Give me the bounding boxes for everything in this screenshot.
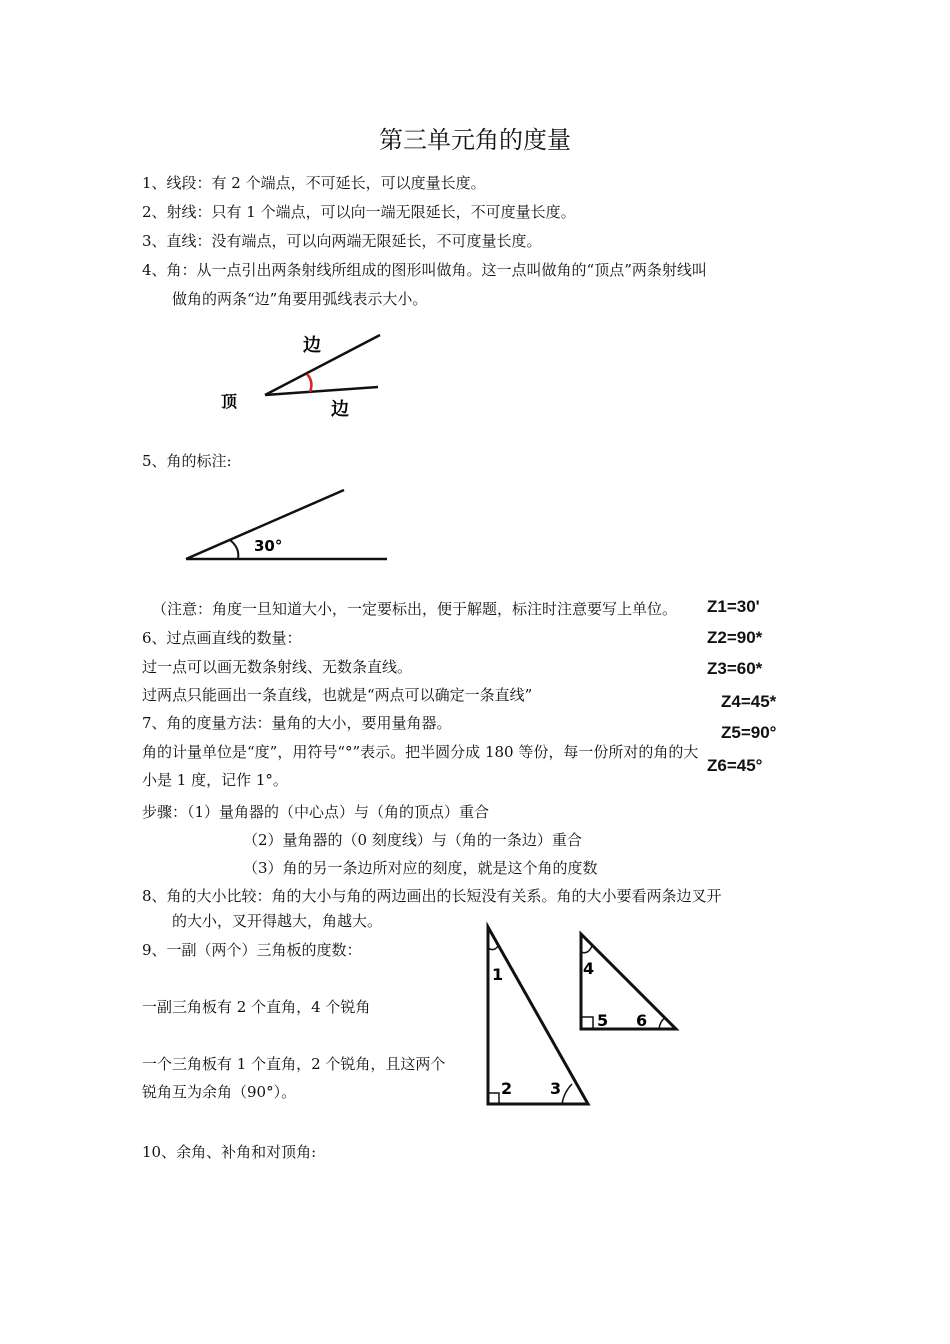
labeling-note: （注意：角度一旦知道大小，一定要标出，便于解题，标注时注意要写上单位。 bbox=[152, 600, 678, 618]
set-square-single-fact: 一个三角板有 1 个直角，2 个锐角，且这两个 bbox=[142, 1055, 446, 1073]
degree-label: 30° bbox=[254, 537, 283, 555]
thirty-degree-figure bbox=[182, 485, 392, 565]
measuring-method-heading: 7、角的度量方法：量角的大小，要用量角器。 bbox=[142, 714, 452, 732]
set-square-single-fact-cont: 锐角互为余角（90°）。 bbox=[142, 1083, 297, 1101]
right-angle-mark-5 bbox=[581, 1017, 593, 1029]
triangle-label-5: 5 bbox=[597, 1011, 609, 1030]
small-triangle bbox=[581, 934, 676, 1029]
step-1: 步骤：（1）量角器的（中心点）与（角的顶点）重合 bbox=[142, 803, 490, 821]
large-triangle bbox=[488, 927, 588, 1104]
complementary-supplementary-heading: 10、余角、补角和对顶角: bbox=[142, 1143, 317, 1161]
triangle-label-2: 2 bbox=[501, 1079, 513, 1098]
large-triangle-bottom-arc bbox=[562, 1084, 572, 1104]
angle-value-5: Z5=90° bbox=[721, 723, 777, 742]
step-2: （2）量角器的（0 刻度线）与（角的一条边）重合 bbox=[243, 831, 582, 849]
angle-side-bottom-label: 边 bbox=[331, 399, 349, 420]
triangle-label-3: 3 bbox=[550, 1079, 562, 1098]
triangle-label-6: 6 bbox=[636, 1011, 648, 1030]
set-square-heading: 9、一副（两个）三角板的度数： bbox=[142, 941, 362, 959]
angle-value-2: Z2=90* bbox=[707, 628, 763, 647]
angle-arc-30 bbox=[230, 540, 238, 559]
angle-arc bbox=[307, 374, 311, 392]
angle-value-3: Z3=60* bbox=[707, 659, 763, 678]
angle-side-top-label: 边 bbox=[303, 335, 321, 356]
degree-unit-text-cont: 小是 1 度，记作 1°。 bbox=[142, 771, 288, 789]
ray-definition: 2、射线：只有 1 个端点，可以向一端无限延长，不可度量长度。 bbox=[142, 203, 576, 221]
angle-value-6: Z6=45° bbox=[707, 756, 763, 775]
angle-definition: 4、角：从一点引出两条射线所组成的图形叫做角。这一点叫做角的“顶点”两条射线叫 bbox=[142, 261, 707, 279]
angle-labeling-heading: 5、角的标注: bbox=[142, 452, 232, 470]
triangle-label-1: 1 bbox=[492, 965, 504, 984]
triangle-label-4: 4 bbox=[583, 959, 595, 978]
angle-comparison: 8、角的大小比较：角的大小与角的两边画出的长短没有关系。角的大小要看两条边叉开 bbox=[142, 887, 722, 905]
degree-unit-text: 角的计量单位是“度”，用符号“°”表示。把半圆分成 180 等份，每一份所对的角的大 bbox=[142, 743, 699, 761]
small-triangle-figure bbox=[575, 928, 685, 1036]
step-3: （3）角的另一条边所对应的刻度，就是这个角的度数 bbox=[243, 859, 598, 877]
angle-ray-bottom bbox=[265, 387, 378, 395]
small-triangle-bottom-arc bbox=[659, 1018, 665, 1029]
angle-comparison-cont: 的大小，叉开得越大，角越大。 bbox=[172, 912, 383, 930]
set-square-pair-fact: 一副三角板有 2 个直角，4 个锐角 bbox=[142, 998, 371, 1016]
lines-through-points-heading: 6、过点画直线的数量： bbox=[142, 629, 302, 647]
one-point-fact: 过一点可以画无数条射线、无数条直线。 bbox=[142, 658, 413, 676]
page-title: 第三单元角的度量 bbox=[379, 126, 571, 154]
angle-value-1: Z1=30' bbox=[707, 597, 760, 616]
angle-vertex-label: 顶 bbox=[221, 392, 238, 411]
straight-line-definition: 3、直线：没有端点，可以向两端无限延长，不可度量长度。 bbox=[142, 232, 542, 250]
angle-figure bbox=[215, 325, 395, 425]
right-angle-mark-2 bbox=[488, 1093, 499, 1104]
small-triangle-top-arc bbox=[581, 946, 592, 953]
two-points-fact: 过两点只能画出一条直线，也就是“两点可以确定一条直线” bbox=[142, 686, 533, 704]
angle-ray-top bbox=[265, 335, 380, 395]
angle-value-4: Z4=45* bbox=[721, 692, 777, 711]
angle-definition-cont: 做角的两条“边”角要用弧线表示大小。 bbox=[172, 290, 428, 308]
line-segment-definition: 1、线段：有 2 个端点，不可延长，可以度量长度。 bbox=[142, 174, 486, 192]
